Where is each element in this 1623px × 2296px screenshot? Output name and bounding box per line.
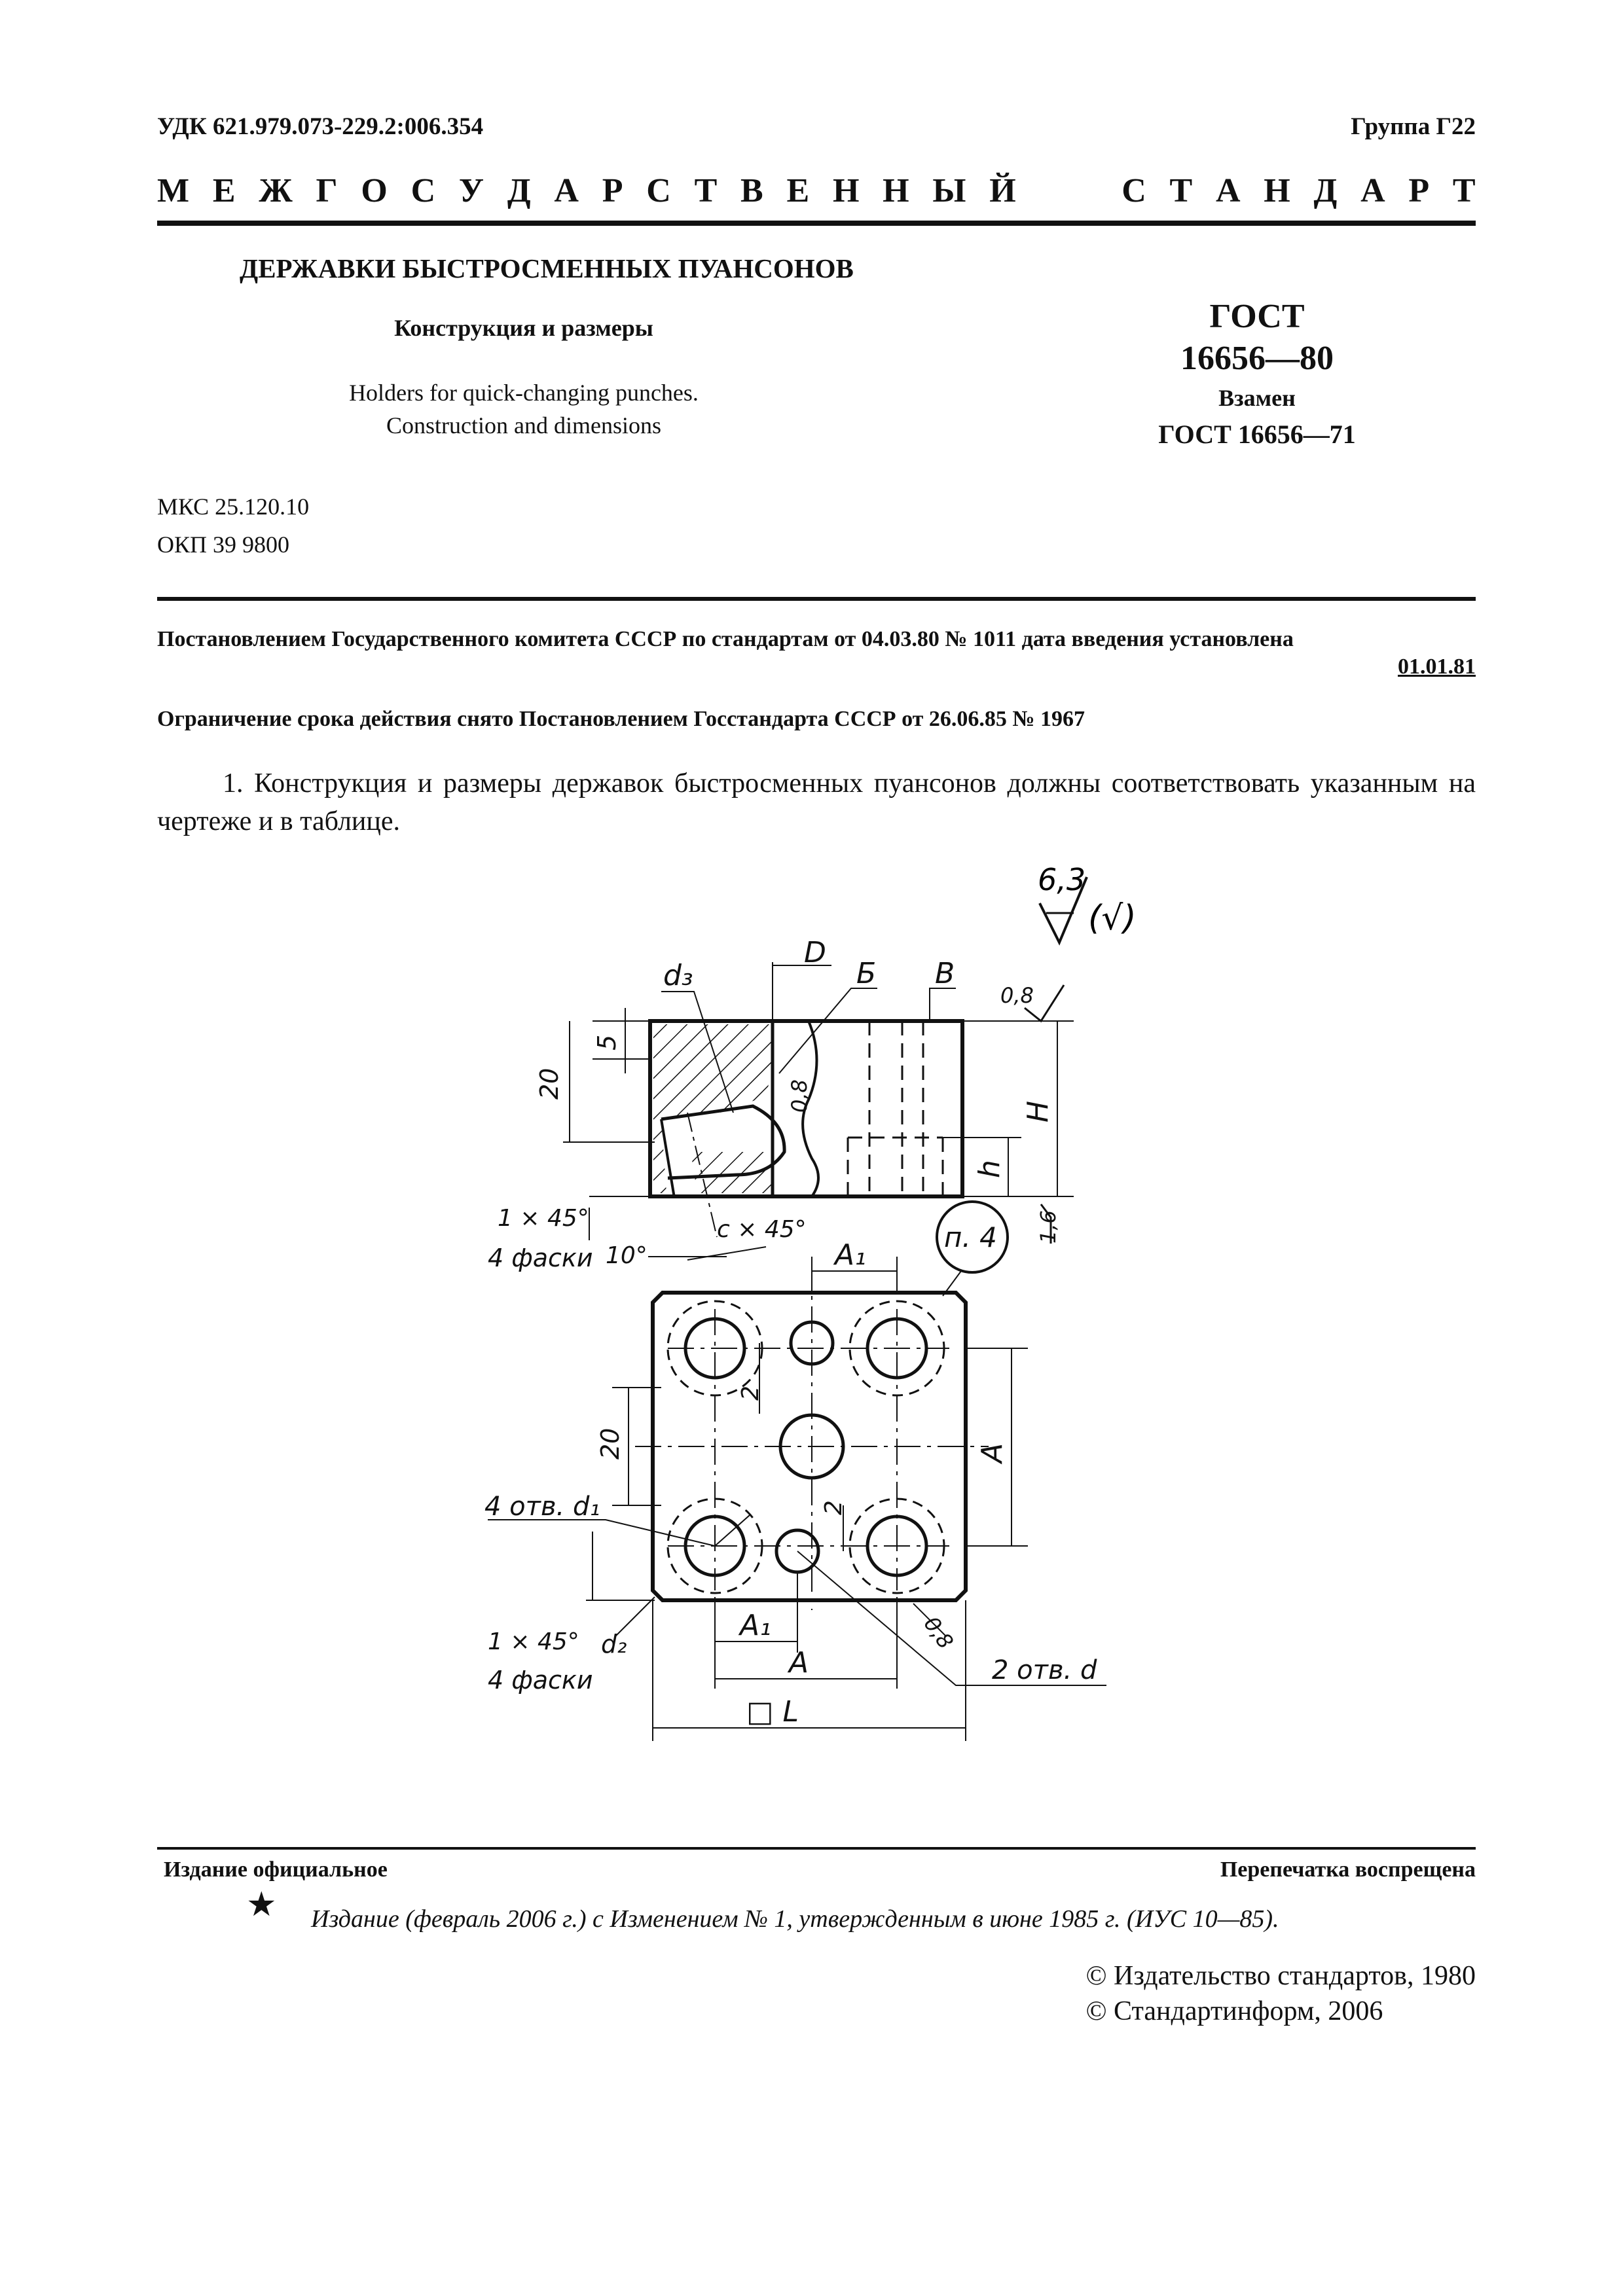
decree-text: Постановлением Государственного комитета СССР по стандартам от 04.03.80 № 1011 дата введения установлена [157, 627, 1294, 651]
label-V: В [935, 957, 955, 990]
label-dim2-b: 2 [820, 1500, 847, 1515]
plan-view-labels [484, 1238, 1097, 1729]
banner-letter: О [361, 172, 388, 209]
label-r16: 1,6 [1036, 1210, 1061, 1244]
copyright-line: © Издательство стандартов, 1980 [1085, 1961, 1476, 1991]
banner-letter: Е [786, 172, 810, 209]
document-subtitle: Конструкция и размеры [394, 315, 653, 341]
label-holes-4: 4 отв. d₁ [484, 1492, 600, 1522]
mks-code: МКС 25.120.10 [157, 493, 310, 520]
label-four-chamfers-1: 4 фаски [488, 1244, 593, 1272]
label-chamfer1: 1 × 45° [498, 1205, 589, 1232]
label-A1-bottom: A₁ [740, 1609, 771, 1642]
label-A-bottom: A [789, 1646, 809, 1679]
banner-letter: Ж [259, 172, 293, 209]
banner-letter: А [1215, 172, 1241, 209]
paragraph-1: 1. Конструкция и размеры державок быстросменных пуансонов должны соответствовать указанным на чертеже и в таблице. [157, 768, 1476, 836]
okp-code: ОКП 39 9800 [157, 531, 290, 558]
label-H: H [1021, 1100, 1055, 1122]
banner-letter: Р [602, 172, 623, 209]
label-four-chamfers-2: 4 фаски [488, 1666, 593, 1695]
banner-letter: Т [1169, 172, 1193, 209]
gost-label: ГОСТ [1209, 298, 1305, 335]
front-section-view [563, 962, 1074, 1260]
udk-code: УДК 621.979.073-229.2:006.354 [157, 113, 484, 140]
label-r08-mid: 0,8 [787, 1079, 812, 1113]
label-B-cyr: Б [856, 957, 877, 990]
label-dim5: 5 [593, 1034, 621, 1050]
banner-letter: Т [694, 172, 718, 209]
gost-number: 16656—80 [1180, 340, 1334, 377]
limit-text: Ограничение срока действия снято Постановлением Госстандарта СССР от 26.06.85 № 1967 [157, 707, 1085, 731]
banner-letter: С [646, 172, 671, 209]
star-mark: ★ [246, 1886, 277, 1924]
label-d3: d₃ [663, 959, 693, 992]
label-dim2-a: 2 [737, 1386, 764, 1401]
copyright-line: © Стандартинформ, 2006 [1085, 1996, 1383, 2026]
decree-date: 01.01.81 [1398, 655, 1476, 679]
label-cx45: c × 45° [717, 1216, 807, 1243]
banner-letter: В [740, 172, 763, 209]
english-title-line: Construction and dimensions [386, 412, 661, 439]
banner-letter: С [1122, 172, 1146, 209]
banner-letter: А [554, 172, 579, 209]
roughness-paren: (√) [1088, 899, 1137, 938]
banner-letter: Й [989, 172, 1016, 209]
banner-letter: М [157, 172, 190, 209]
official-edition: Издание официальное [164, 1857, 388, 1882]
label-A1-top: A₁ [835, 1238, 866, 1272]
banner-letter: Р [1408, 172, 1430, 209]
copyright-block [1086, 1958, 1476, 2029]
document-title: ДЕРЖАВКИ БЫСТРОСМЕННЫХ ПУАНСОНОВ [240, 253, 854, 283]
edition-note: Издание (февраль 2006 г.) с Изменением № 1, утвержденным в июне 1985 г. (ИУС 10—85). [311, 1905, 1279, 1933]
group-code: Группа Г22 [1351, 113, 1476, 140]
label-r08-bottom: 0,8 [919, 1611, 958, 1654]
label-dim20-plan: 20 [596, 1427, 625, 1460]
banner-letter: Е [212, 172, 236, 209]
banner-letter: Д [507, 172, 531, 209]
english-title-line: Holders for quick-changing punches. [349, 380, 699, 406]
label-A-right: A [976, 1443, 1009, 1463]
label-dim20-top: 20 [535, 1067, 564, 1100]
gost-replaces: Взамен [1218, 385, 1296, 411]
banner-letter: Н [1264, 172, 1290, 209]
gost-old-number: ГОСТ 16656—71 [1158, 420, 1356, 449]
roughness-symbol [1038, 862, 1137, 942]
banner-letter: Т [1452, 172, 1476, 209]
label-angle10: 10° [606, 1242, 647, 1269]
banner-letter: Н [883, 172, 909, 209]
label-d2: d₂ [601, 1630, 627, 1659]
label-note-p4: п. 4 [944, 1221, 997, 1253]
label-h: h [973, 1160, 1006, 1178]
banner-letter: Д [1313, 172, 1338, 209]
banner-letter: Н [832, 172, 860, 209]
banner-letter: Г [316, 172, 338, 209]
footer-rule [157, 1847, 1476, 1850]
banner-letter: Ы [932, 172, 966, 209]
label-D: D [804, 936, 826, 969]
banner-letter: А [1360, 172, 1385, 209]
note-callout [937, 1202, 1008, 1296]
label-chamfer2: 1 × 45° [488, 1628, 579, 1655]
label-L: □ L [746, 1695, 799, 1729]
label-r08-top: 0,8 [1000, 983, 1034, 1008]
label-holes-2: 2 отв. d [992, 1655, 1097, 1685]
roughness-value: 6,3 [1038, 862, 1086, 897]
banner-letter: У [458, 172, 484, 209]
reprint-prohibited: Перепечатка воспрещена [1220, 1857, 1476, 1882]
banner-letter: С [410, 172, 436, 209]
